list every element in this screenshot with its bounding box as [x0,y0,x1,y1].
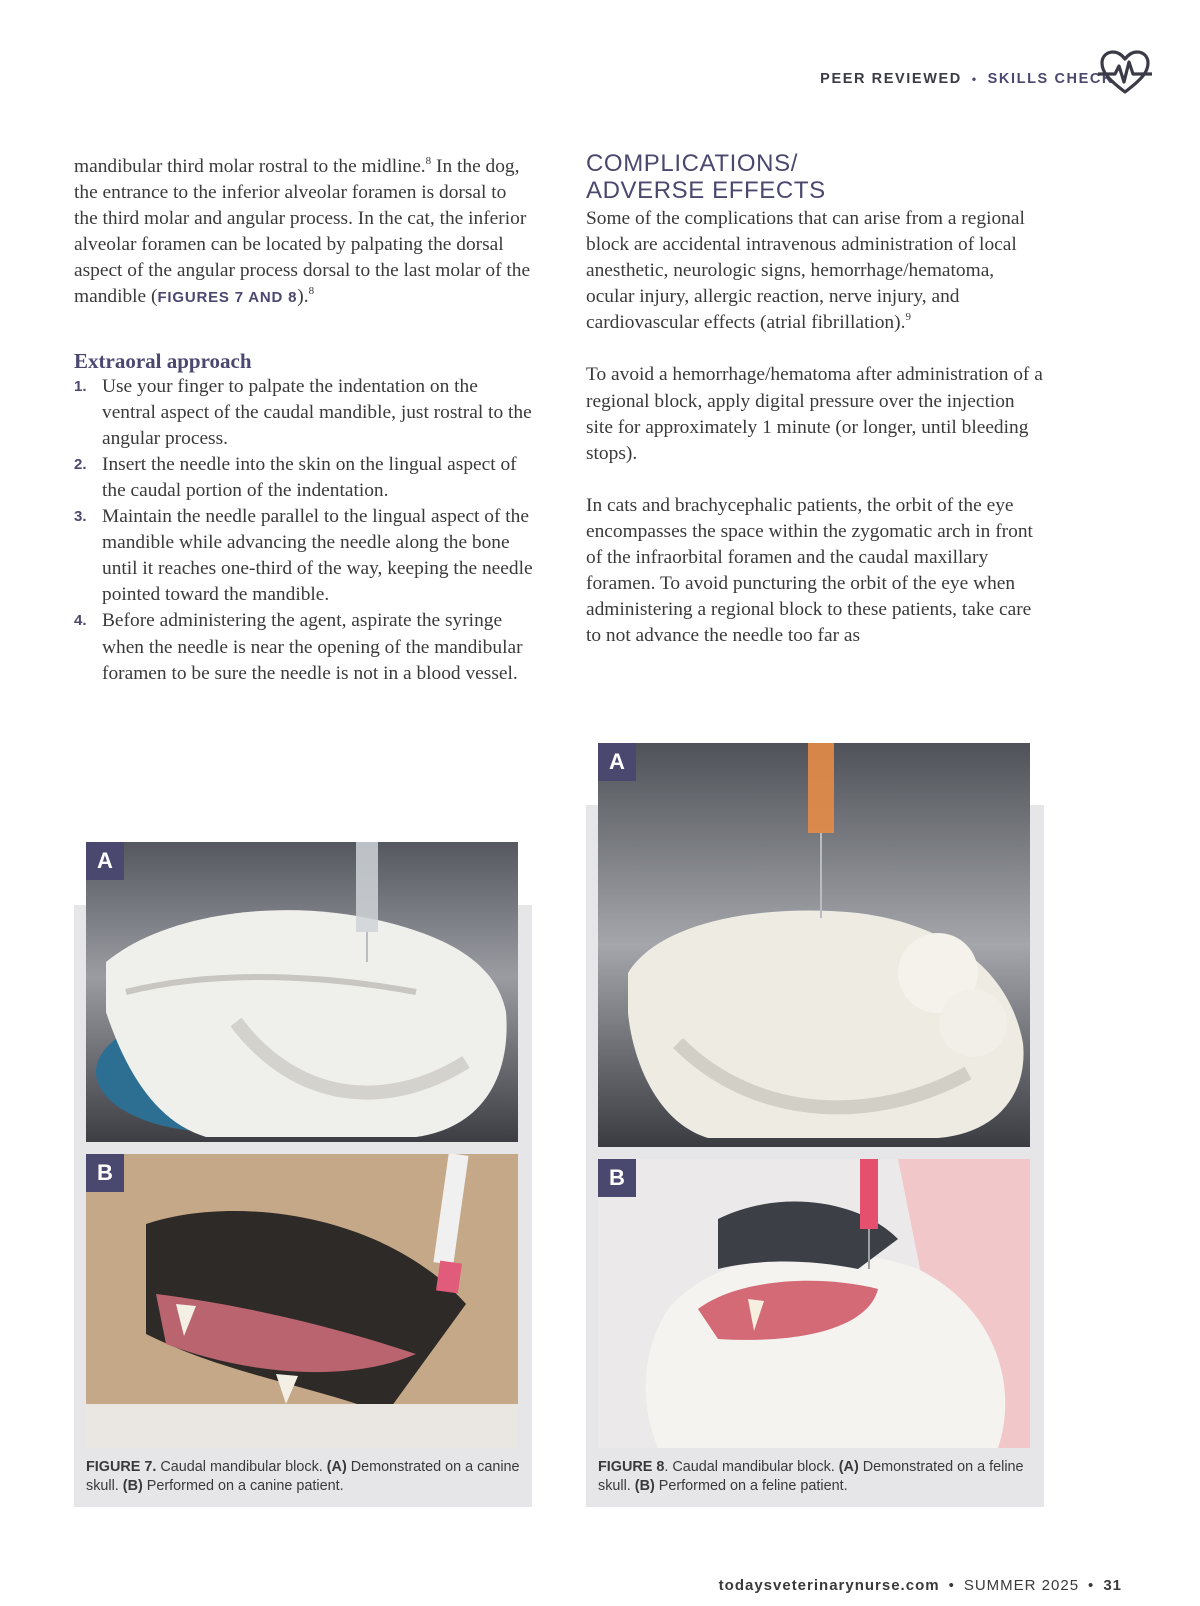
citation-ref: 8 [308,285,315,298]
footer-separator: • [1088,1577,1095,1594]
hemorrhage-paragraph: To avoid a hemorrhage/hematoma after administration of a regional block, apply digital pressure over the injection site for approximately 1 minute (or longer, until bleeding stops). [586,364,1043,464]
page-footer [719,1577,1122,1594]
website-link[interactable]: todaysveterinarynurse.com [718,1577,940,1594]
step-text: Insert the needle into the skin on the lingual aspect of the caudal portion of the indentation. [102,453,517,501]
figure-label: FIGURE 8 [598,1459,665,1475]
step-number: 3. [74,508,87,526]
right-column [586,150,1046,649]
figure-8b-feline-patient-photo [598,1159,1030,1448]
panel-label-a: A [86,842,124,880]
figure-8a-feline-skull-photo [598,743,1030,1147]
orbit-paragraph: In cats and brachycephalic patients, the orbit of the eye encompasses the space within the zygomatic arch in front of the infraorbital foramen and the caudal maxillary foramen. To avoid puncturing the orbit of the eye when administering a regional block to these patients, take care to not advance the needle too far as [586,494,1033,647]
issue-label: SUMMER 2025 [963,1577,1080,1594]
step-text: Before administering the agent, aspirate the syringe when the needle is near the opening of the mandibular foramen to be sure the needle is not in a blood vessel. [102,610,523,684]
list-item [74,608,534,686]
figure-8-caption: FIGURE 8. Caudal mandibular block. (A) Demonstrated on a feline skull. (B) Performed on a feline patient. [598,1459,1024,1494]
header-separator: • [971,72,978,86]
complications-paragraph: Some of the complications that can arise from a regional block are accidental intravenous administration of local anesthetic, neurologic signs, hemorrhage/hematoma, ocular injury, allergic reaction, nerve injury, and cardiovascular effects (atrial fibrillation).$^9$ [586,208,1025,334]
list-item [74,374,534,452]
list-item [74,452,534,504]
header-section: PEER REVIEWED [820,71,962,87]
subheading-extraoral-approach: Extraoral approach [74,348,252,373]
figure-reference-link[interactable]: FIGURES 7 AND 8 [157,289,298,307]
figure-7-caption: FIGURE 7. Caudal mandibular block. (A) Demonstrated on a canine skull. (B) Performed on a canine patient. [86,1459,520,1494]
panel-label-a: A [598,743,636,781]
figure-7b-canine-patient-photo [86,1154,518,1448]
section-heading: COMPLICATIONS/ ADVERSE EFFECTS [586,150,826,204]
panel-label-b: B [86,1154,124,1192]
step-text: Use your finger to palpate the indentation on the ventral aspect of the caudal mandible, just rostral to the angular process. [102,375,532,449]
step-number: 4. [74,612,87,630]
list-item [74,504,534,608]
page-number: 31 [1103,1577,1122,1594]
running-header [820,64,1114,94]
left-column [74,154,534,687]
heartbeat-heart-icon [1098,48,1152,96]
citation-ref: 9 [905,311,911,324]
intro-paragraph: mandibular third molar rostral to the midline.$^8$ In the dog, the entrance to the inferior alveolar foramen is dorsal to the third molar and angular process. In the cat, the inferior alveolar foramen can be located by palpating the dorsal aspect of the angular process dorsal to the last molar of the mandible (FIGURES 7 AND 8).$^8$ [74,155,531,308]
footer-separator: • [948,1577,955,1594]
step-number: 1. [74,377,87,395]
step-text: Maintain the needle parallel to the lingual aspect of the mandible while advancing the needle along the bone until it reaches one-third of the way, keeping the needle pointed toward the mandible. [102,506,533,606]
figure-label: FIGURE 7. [86,1459,157,1475]
steps-list [74,374,534,687]
step-number: 2. [74,455,87,473]
figure-7a-canine-skull-photo [86,842,518,1142]
header-subsection: SKILLS CHECK [987,71,1114,87]
citation-ref: 8 [425,155,432,167]
panel-label-b: B [598,1159,636,1197]
